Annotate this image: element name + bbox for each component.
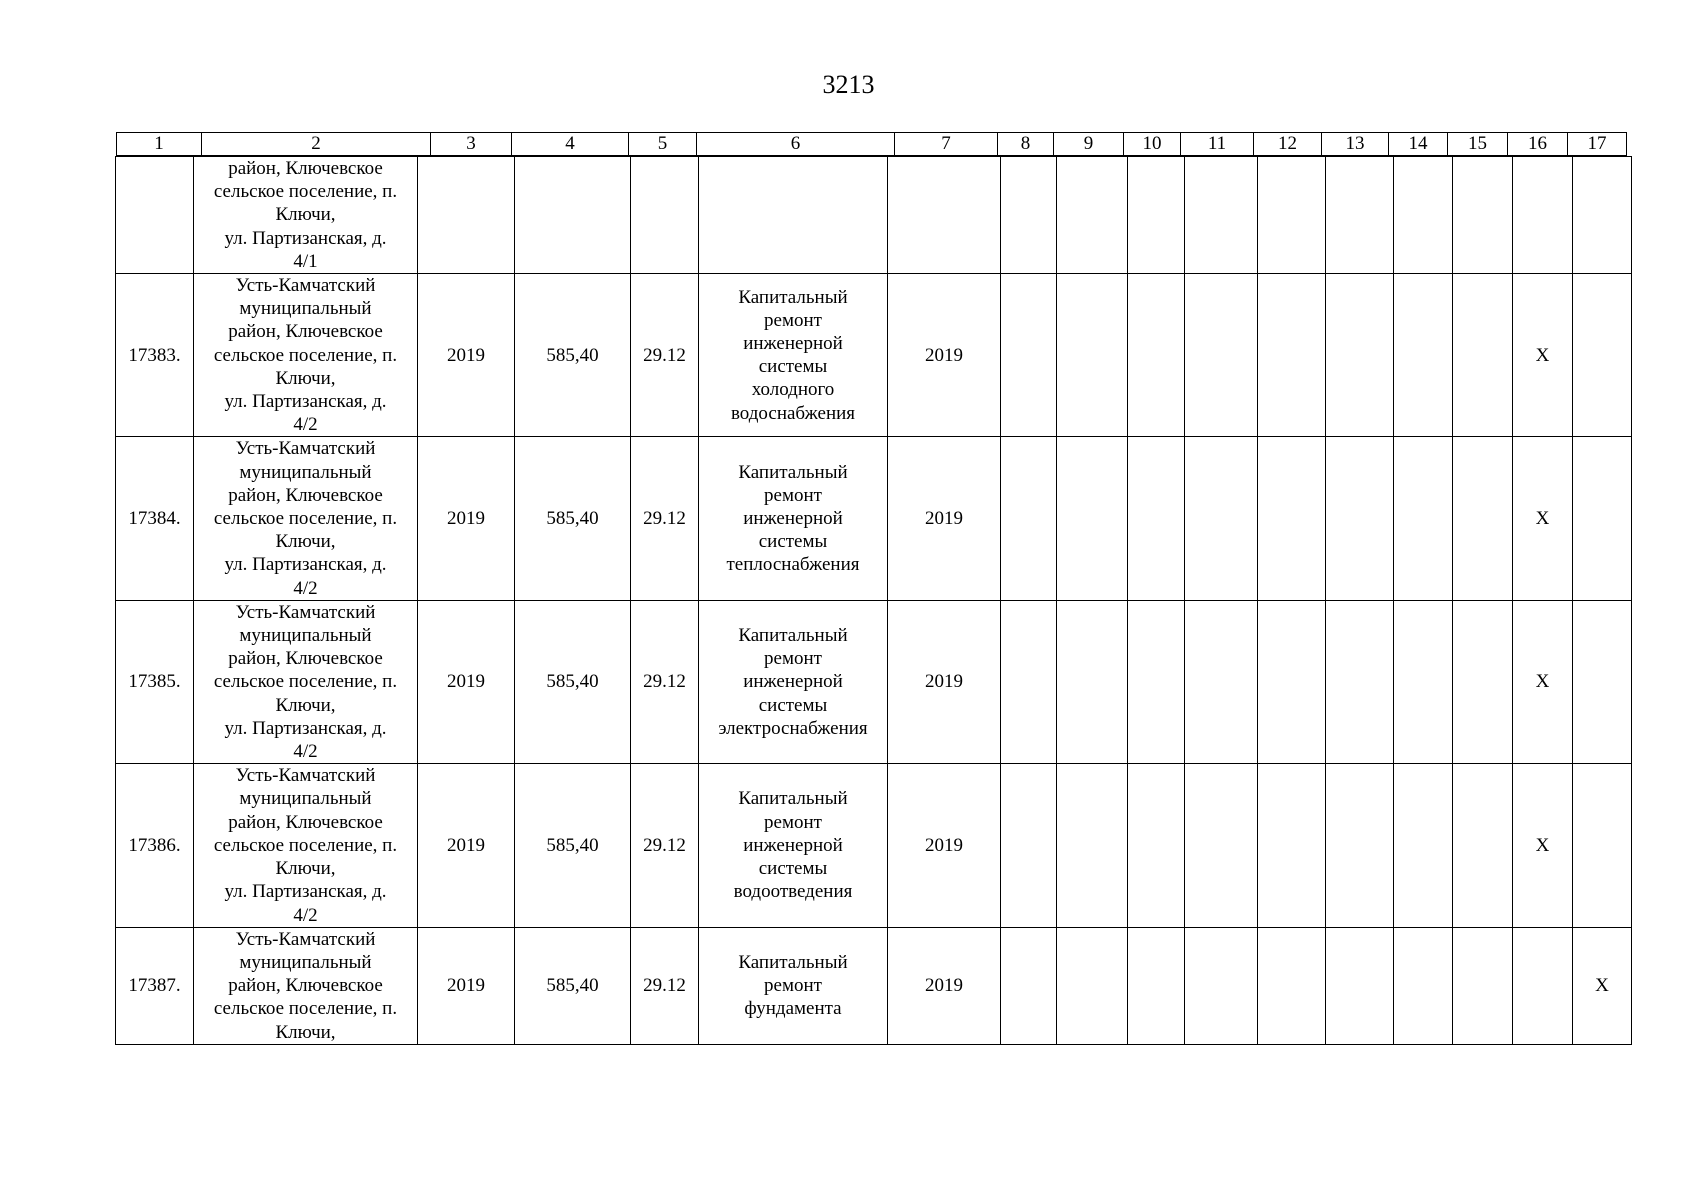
work-year-cell: 2019 [888, 764, 1001, 927]
mark-cell-17 [1573, 274, 1632, 437]
header-cell: 8 [998, 133, 1054, 156]
address-cell: Усть-Камчатский муниципальный район, Ключевское сельское поселение, п. Ключи, ул. Партизанская, д. 4/2 [194, 437, 418, 600]
empty-cell [1128, 764, 1185, 927]
address-cell: Усть-Камчатский муниципальный район, Ключевское сельское поселение, п. Ключи, ул. Партизанская, д. 4/2 [194, 274, 418, 437]
work-year-cell: 2019 [888, 437, 1001, 600]
mark-cell-16: Х [1513, 274, 1573, 437]
empty-cell [1001, 437, 1057, 600]
empty-cell [1185, 600, 1258, 763]
empty-cell [1001, 274, 1057, 437]
mark-cell-16 [1513, 157, 1573, 274]
empty-cell [1057, 600, 1128, 763]
area-cell: 585,40 [515, 764, 631, 927]
row-number-cell: 17387. [116, 927, 194, 1044]
empty-cell [1453, 764, 1513, 927]
empty-cell [1326, 927, 1394, 1044]
work-year-cell [888, 157, 1001, 274]
mark-cell-16: Х [1513, 437, 1573, 600]
empty-cell [1453, 274, 1513, 437]
repair-schedule-table [115, 156, 1632, 1045]
mark-cell-16 [1513, 927, 1573, 1044]
empty-cell [1001, 600, 1057, 763]
work-type-cell: Капитальный ремонт инженерной системы водоотведения [699, 764, 888, 927]
address-cell: Усть-Камчатский муниципальный район, Ключевское сельское поселение, п. Ключи, [194, 927, 418, 1044]
empty-cell [1394, 437, 1453, 600]
empty-cell [1057, 157, 1128, 274]
work-type-cell [699, 157, 888, 274]
empty-cell [1258, 764, 1326, 927]
work-year-cell: 2019 [888, 600, 1001, 763]
empty-cell [1258, 157, 1326, 274]
year-cell: 2019 [418, 764, 515, 927]
empty-cell [1453, 600, 1513, 763]
empty-cell [1394, 600, 1453, 763]
work-type-cell: Капитальный ремонт инженерной системы холодного водоснабжения [699, 274, 888, 437]
empty-cell [1001, 157, 1057, 274]
header-cell: 12 [1254, 133, 1322, 156]
empty-cell [1394, 274, 1453, 437]
header-cell: 17 [1568, 133, 1627, 156]
mark-cell-16: Х [1513, 764, 1573, 927]
table-row [116, 437, 1632, 600]
empty-cell [1326, 274, 1394, 437]
cost-cell: 29.12 [631, 437, 699, 600]
header-cell: 2 [202, 133, 431, 156]
area-cell: 585,40 [515, 437, 631, 600]
page-number: 3213 [822, 70, 875, 99]
cost-cell [631, 157, 699, 274]
empty-cell [1394, 157, 1453, 274]
header-row [117, 133, 1627, 156]
empty-cell [1326, 157, 1394, 274]
empty-cell [1057, 927, 1128, 1044]
empty-cell [1128, 600, 1185, 763]
year-cell: 2019 [418, 274, 515, 437]
work-type-cell: Капитальный ремонт инженерной системы теплоснабжения [699, 437, 888, 600]
work-type-cell: Капитальный ремонт инженерной системы электроснабжения [699, 600, 888, 763]
header-cell: 14 [1389, 133, 1448, 156]
row-number-cell: 17386. [116, 764, 194, 927]
empty-cell [1057, 764, 1128, 927]
empty-cell [1394, 927, 1453, 1044]
table-row [116, 274, 1632, 437]
cost-cell: 29.12 [631, 927, 699, 1044]
mark-cell-17 [1573, 437, 1632, 600]
area-cell [515, 157, 631, 274]
header-cell: 3 [431, 133, 512, 156]
table-row [116, 764, 1632, 927]
empty-cell [1185, 437, 1258, 600]
table-row [116, 157, 1632, 274]
empty-cell [1128, 274, 1185, 437]
empty-cell [1128, 927, 1185, 1044]
cost-cell: 29.12 [631, 600, 699, 763]
cost-cell: 29.12 [631, 764, 699, 927]
column-number-header [116, 132, 1627, 156]
address-cell: Усть-Камчатский муниципальный район, Ключевское сельское поселение, п. Ключи, ул. Партизанская, д. 4/2 [194, 600, 418, 763]
work-year-cell: 2019 [888, 927, 1001, 1044]
mark-cell-17 [1573, 157, 1632, 274]
table-row [116, 927, 1632, 1044]
header-cell: 6 [697, 133, 895, 156]
mark-cell-16: Х [1513, 600, 1573, 763]
row-number-cell [116, 157, 194, 274]
year-cell: 2019 [418, 600, 515, 763]
empty-cell [1057, 274, 1128, 437]
empty-cell [1453, 927, 1513, 1044]
empty-cell [1453, 157, 1513, 274]
row-number-cell: 17383. [116, 274, 194, 437]
header-cell: 1 [117, 133, 202, 156]
empty-cell [1453, 437, 1513, 600]
row-number-cell: 17385. [116, 600, 194, 763]
empty-cell [1128, 157, 1185, 274]
empty-cell [1128, 437, 1185, 600]
empty-cell [1326, 764, 1394, 927]
work-year-cell: 2019 [888, 274, 1001, 437]
header-cell: 5 [629, 133, 697, 156]
empty-cell [1057, 437, 1128, 600]
address-cell: район, Ключевское сельское поселение, п. Ключи, ул. Партизанская, д. 4/1 [194, 157, 418, 274]
empty-cell [1258, 600, 1326, 763]
empty-cell [1185, 764, 1258, 927]
header-cell: 15 [1448, 133, 1508, 156]
empty-cell [1185, 927, 1258, 1044]
empty-cell [1185, 274, 1258, 437]
empty-cell [1258, 437, 1326, 600]
empty-cell [1326, 600, 1394, 763]
area-cell: 585,40 [515, 927, 631, 1044]
cost-cell: 29.12 [631, 274, 699, 437]
empty-cell [1326, 437, 1394, 600]
header-cell: 13 [1322, 133, 1389, 156]
area-cell: 585,40 [515, 274, 631, 437]
mark-cell-17: Х [1573, 927, 1632, 1044]
header-cell: 16 [1508, 133, 1568, 156]
address-cell: Усть-Камчатский муниципальный район, Ключевское сельское поселение, п. Ключи, ул. Партизанская, д. 4/2 [194, 764, 418, 927]
empty-cell [1001, 764, 1057, 927]
empty-cell [1001, 927, 1057, 1044]
year-cell [418, 157, 515, 274]
year-cell: 2019 [418, 927, 515, 1044]
header-cell: 7 [895, 133, 998, 156]
header-cell: 4 [512, 133, 629, 156]
empty-cell [1258, 274, 1326, 437]
area-cell: 585,40 [515, 600, 631, 763]
mark-cell-17 [1573, 600, 1632, 763]
table-row [116, 600, 1632, 763]
empty-cell [1258, 927, 1326, 1044]
header-cell: 11 [1181, 133, 1254, 156]
empty-cell [1394, 764, 1453, 927]
header-cell: 9 [1054, 133, 1124, 156]
row-number-cell: 17384. [116, 437, 194, 600]
mark-cell-17 [1573, 764, 1632, 927]
empty-cell [1185, 157, 1258, 274]
year-cell: 2019 [418, 437, 515, 600]
work-type-cell: Капитальный ремонт фундамента [699, 927, 888, 1044]
header-cell: 10 [1124, 133, 1181, 156]
